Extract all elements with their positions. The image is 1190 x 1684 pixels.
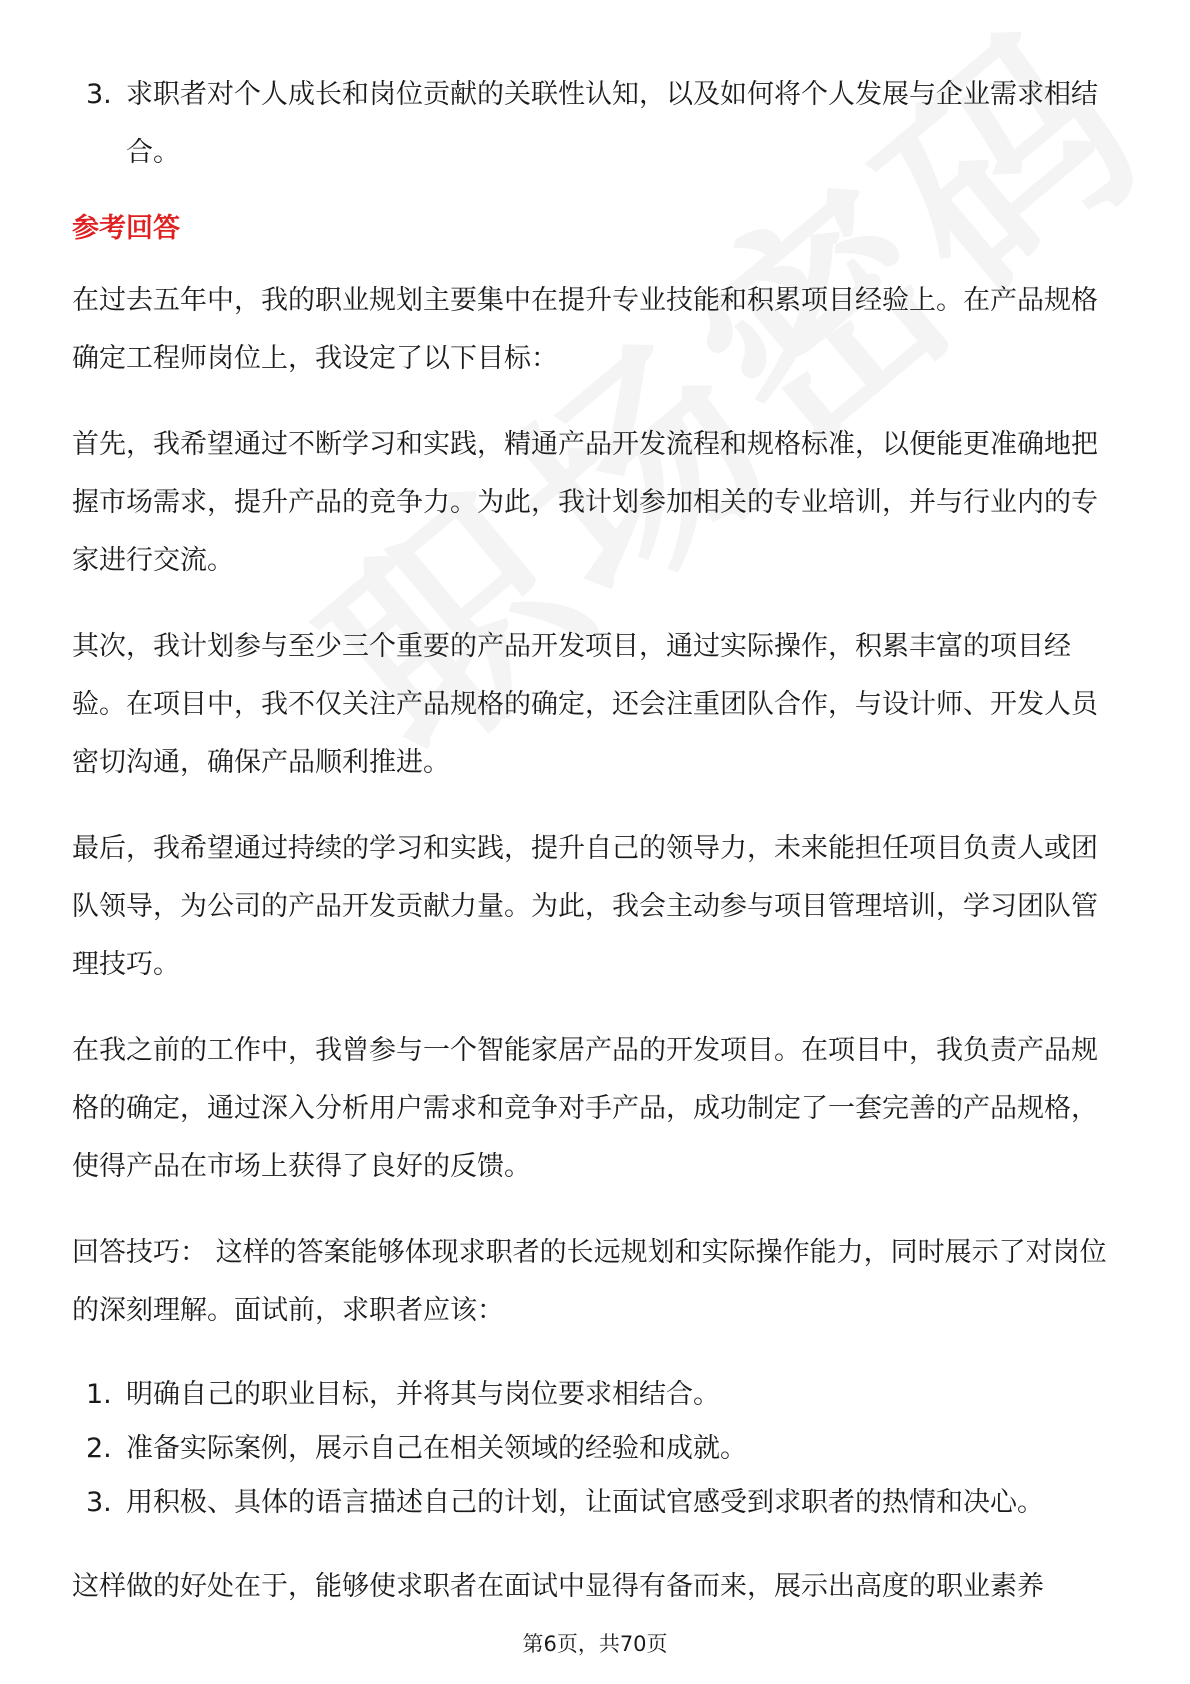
list-item-number: 3. xyxy=(86,79,112,110)
list-item xyxy=(72,1422,1122,1476)
paragraph: 在过去五年中，我的职业规划主要集中在提升专业技能和积累项目经验上。在产品规格确定工程师岗位上，我设定了以下目标： xyxy=(72,285,1098,374)
tips-list xyxy=(72,1368,1122,1530)
list-item-text: 用积极、具体的语言描述自己的计划，让面试官感受到求职者的热情和决心。 xyxy=(126,1487,1044,1518)
document-body xyxy=(72,66,1122,1644)
list-item-number: 1. xyxy=(86,1379,112,1410)
list-item-text: 准备实际案例，展示自己在相关领域的经验和成就。 xyxy=(126,1433,747,1464)
paragraph: 首先，我希望通过不断学习和实践，精通产品开发流程和规格标准，以便能更准确地把握市场需求，提升产品的竞争力。为此，我计划参加相关的专业培训，并与行业内的专家进行交流。 xyxy=(72,429,1098,576)
list-item-text: 明确自己的职业目标，并将其与岗位要求相结合。 xyxy=(126,1379,720,1410)
list-item-number: 2. xyxy=(86,1433,112,1464)
list-item-text: 求职者对个人成长和岗位贡献的关联性认知，以及如何将个人发展与企业需求相结合。 xyxy=(126,79,1098,168)
list-item xyxy=(72,1368,1122,1422)
page-footer: 第6页，共70页 xyxy=(522,1632,668,1656)
paragraph: 其次，我计划参与至少三个重要的产品开发项目，通过实际操作，积累丰富的项目经验。在项目中，我不仅关注产品规格的确定，还会注重团队合作，与设计师、开发人员密切沟通，确保产品顺利推进。 xyxy=(72,631,1098,778)
paragraph-tips-intro: 回答技巧： 这样的答案能够体现求职者的长远规划和实际操作能力，同时展示了对岗位的深刻理解。面试前，求职者应该： xyxy=(72,1237,1107,1326)
section-heading: 参考回答 xyxy=(72,213,180,244)
list-item xyxy=(72,66,1122,182)
list-item-number: 3. xyxy=(86,1487,112,1518)
paragraph: 在我之前的工作中，我曾参与一个智能家居产品的开发项目。在项目中，我负责产品规格的确定，通过深入分析用户需求和竞争对手产品，成功制定了一套完善的产品规格，使得产品在市场上获得了良好的反馈。 xyxy=(72,1035,1098,1182)
list-item xyxy=(72,1476,1122,1530)
paragraph: 最后，我希望通过持续的学习和实践，提升自己的领导力，未来能担任项目负责人或团队领导，为公司的产品开发贡献力量。为此，我会主动参与项目管理培训，学习团队管理技巧。 xyxy=(72,833,1098,980)
intro-list xyxy=(72,66,1122,182)
closing-paragraph: 这样做的好处在于，能够使求职者在面试中显得有备而来，展示出高度的职业素养 xyxy=(72,1571,1044,1602)
